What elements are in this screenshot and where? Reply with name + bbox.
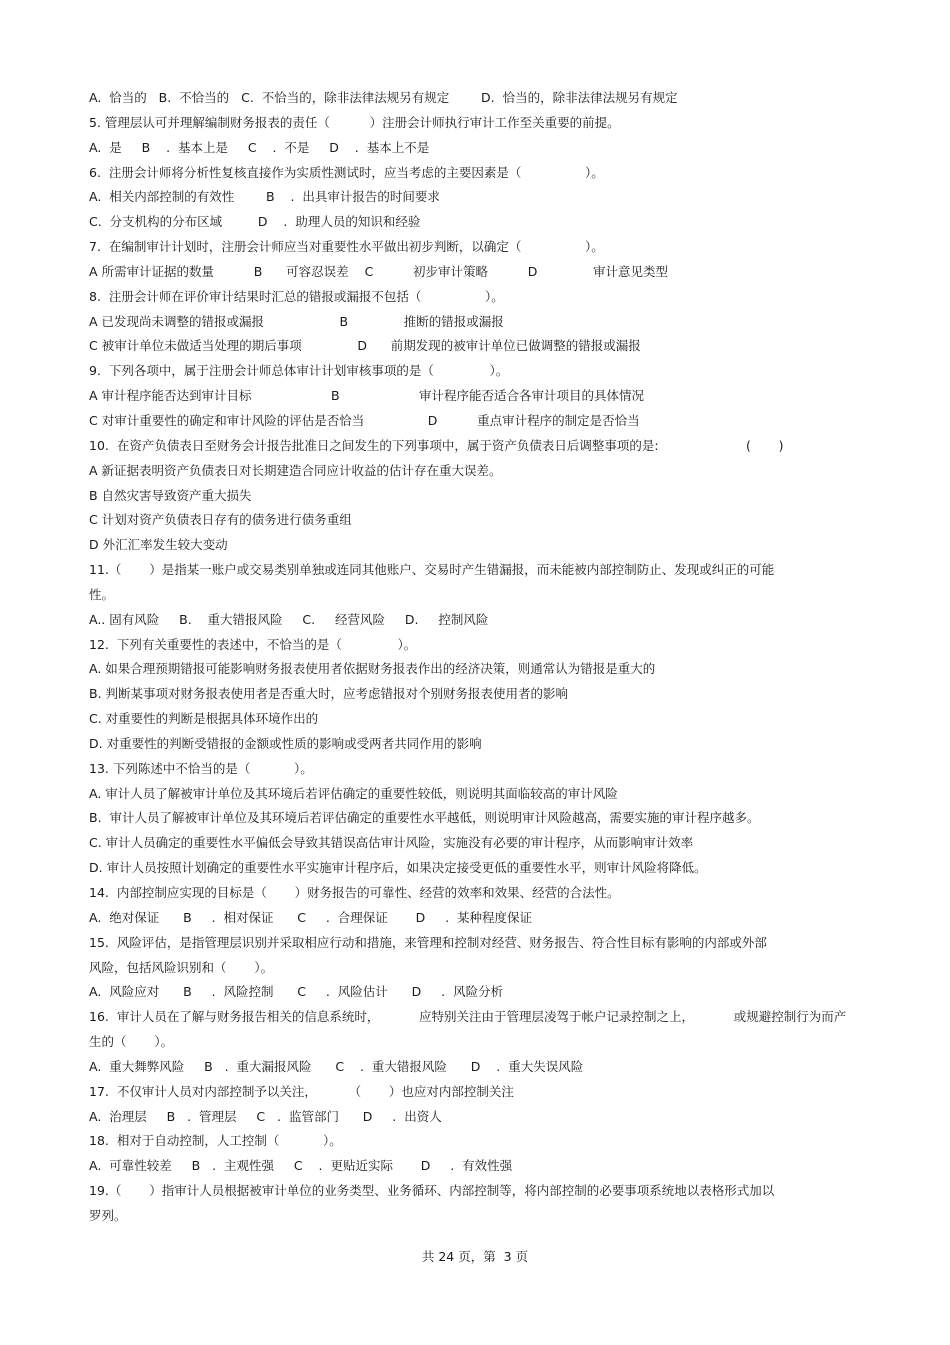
text-line: 12. 下列有关重要性的表述中，不恰当的是（ ）。 <box>89 636 417 652</box>
question-lines <box>89 86 859 1229</box>
text-line: B. 审计人员了解被审计单位及其环境后若评估确定的重要性水平越低，则说明审计风险越高，需要实施的审计程序越多。 <box>89 810 760 826</box>
text-line: 11.（ ）是指某一账户或交易类别单独或连同其他账户、交易时产生错漏报，而未能被内部控制防止、发现或纠正的可能 <box>89 562 775 578</box>
text-line: D 外汇汇率发生较大变动 <box>89 537 228 553</box>
text-line: A. 是 B . 基本上是 C . 不是 D . 基本上不是 <box>89 139 430 155</box>
text-line: 19.（ ）指审计人员根据被审计单位的业务类型、业务循环、内部控制等，将内部控制的必要事项系统地以表格形式加以 <box>89 1183 775 1199</box>
text-line: 15. 风险评估，是指管理层识别并采取相应行动和措施，来管理和控制对经营、财务报告、符合性目标有影响的内部或外部 <box>89 934 767 950</box>
text-line: B. 判断某事项对财务报表使用者是否重大时，应考虑错报对个别财务报表使用者的影响 <box>89 686 569 702</box>
text-line: A 审计程序能否达到审计目标 B 审计程序能否适合各审计项目的具体情况 <box>89 388 645 404</box>
text-line: 8. 注册会计师在评价审计结果时汇总的错报或漏报不包括（ ）。 <box>89 288 504 304</box>
text-line: C 被审计单位未做适当处理的期后事项 D 前期发现的被审计单位已做调整的错报或漏报 <box>89 338 641 354</box>
text-line: 10. 在资产负债表日至财务会计报告批准日之间发生的下列事项中，属于资产负债表日后调整事项的是: ( ) <box>89 437 784 453</box>
text-line: 18. 相对于自动控制，人工控制（ ）。 <box>89 1133 342 1149</box>
text-line: A. 重大舞弊风险 B . 重大漏报风险 C . 重大错报风险 D . 重大失误风险 <box>89 1058 584 1074</box>
text-line: A. 恰当的 B. 不恰当的 C. 不恰当的，除非法律法规另有规定 D. 恰当的，除非法律法规另有规定 <box>89 90 678 105</box>
text-line: 风险，包括风险识别和（ ）。 <box>89 959 274 975</box>
text-line: 7. 在编制审计计划时，注册会计师应当对重要性水平做出初步判断，以确定（ ）。 <box>89 239 604 255</box>
text-line: C 计划对资产负债表日存有的债务进行债务重组 <box>89 512 352 528</box>
text-line: D. 审计人员按照计划确定的重要性水平实施审计程序后，如果决定接受更低的重要性水平，则审计风险将降低。 <box>89 860 707 876</box>
page-footer: 共 24 页，第 3 页 <box>421 1249 529 1264</box>
text-line: 性。 <box>89 586 115 602</box>
text-line: C. 审计人员确定的重要性水平偏低会导致其错误高估审计风险，实施没有必要的审计程序，从而影响审计效率 <box>89 835 694 851</box>
text-line: A. 如果合理预期错报可能影响财务报表使用者依据财务报表作出的经济决策，则通常认为错报是重大的 <box>89 661 656 677</box>
text-line: A 所需审计证据的数量 B 可容忍误差 C 初步审计策略 D 审计意见类型 <box>89 263 669 279</box>
text-line: 罗列。 <box>89 1207 127 1223</box>
text-line: A. 风险应对 B . 风险控制 C . 风险估计 D . 风险分析 <box>89 984 504 1000</box>
text-line: 16. 审计人员在了解与财务报告相关的信息系统时， 应特别关注由于管理层凌驾于帐户记录控制之上， 或规避控制行为而产 <box>89 1009 847 1025</box>
text-line: 17. 不仅审计人员对内部控制予以关注， （ ）也应对内部控制关注 <box>89 1083 514 1099</box>
text-line: 6. 注册会计师将分析性复核直接作为实质性测试时，应当考虑的主要因素是（ ）。 <box>89 164 604 180</box>
text-line: 5. 管理层认可并理解编制财务报表的责任（ ）注册会计师执行审计工作至关重要的前提。 <box>89 114 620 130</box>
text-line: 14. 内部控制应实现的目标是（ ）财务报告的可靠性、经营的效率和效果、经营的合法性。 <box>89 885 620 900</box>
text-line: A 已发现尚未调整的错报或漏报 B 推断的错报或漏报 <box>89 313 504 329</box>
text-line: A. 相关内部控制的有效性 B . 出具审计报告的时间要求 <box>89 189 440 205</box>
text-line: C. 分支机构的分布区域 D . 助理人员的知识和经验 <box>89 214 421 230</box>
text-line: B 自然灾害导致资产重大损失 <box>89 487 252 503</box>
text-line: D. 对重要性的判断受错报的金额或性质的影响或受两者共同作用的影响 <box>89 735 482 751</box>
text-line: A.. 固有风险 B. 重大错报风险 C. 经营风险 D. 控制风险 <box>89 611 489 627</box>
text-line: 13. 下列陈述中不恰当的是（ ）。 <box>89 760 313 776</box>
text-line: A 新证据表明资产负债表日对长期建造合同应计收益的估计存在重大误差。 <box>89 462 502 478</box>
text-line: C 对审计重要性的确定和审计风险的评估是否恰当 D 重点审计程序的制定是否恰当 <box>89 412 640 428</box>
text-line: 9. 下列各项中，属于注册会计师总体审计计划审核事项的是（ ）。 <box>89 363 509 379</box>
text-line: A. 可靠性较差 B . 主观性强 C . 更贴近实际 D . 有效性强 <box>89 1158 513 1174</box>
text-line: C. 对重要性的判断是根据具体环境作出的 <box>89 711 319 727</box>
text-line: 生的（ ）。 <box>89 1034 174 1050</box>
text-line: A. 审计人员了解被审计单位及其环境后若评估确定的重要性较低，则说明其面临较高的审计风险 <box>89 785 618 801</box>
text-line: A. 治理层 B . 管理层 C . 监管部门 D . 出资人 <box>89 1108 442 1124</box>
text-line: A. 绝对保证 B . 相对保证 C . 合理保证 D . 某种程度保证 <box>89 909 533 925</box>
